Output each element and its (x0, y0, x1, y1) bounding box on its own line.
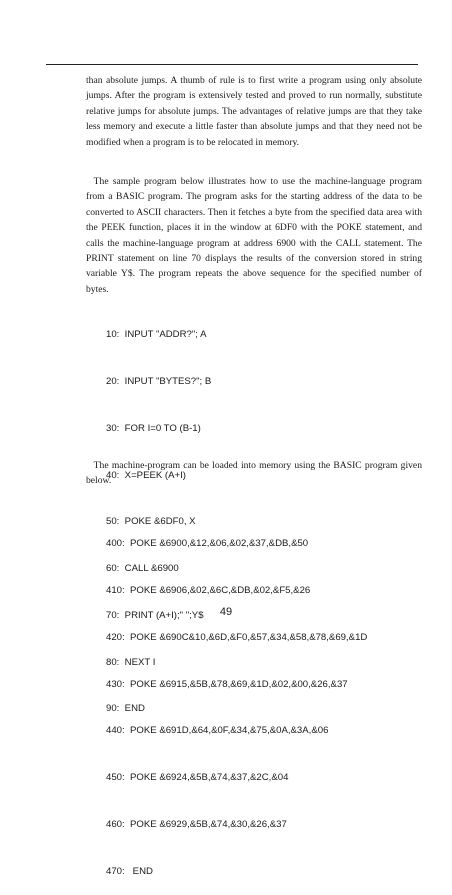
code-line: 30: FOR I=0 TO (B-1) (106, 422, 201, 434)
code-line: 400: POKE &6900,&12,&06,&02,&37,&DB,&50 (106, 538, 309, 550)
body-paragraph-1 (86, 73, 422, 150)
code-line: 470: END (106, 865, 153, 877)
code-line: 80: NEXT I (106, 656, 156, 668)
code-line: 70: PRINT (A+I);" ";Y$ (106, 609, 204, 621)
paragraph-text: The machine-program can be loaded into memory using the BASIC program given below. (86, 460, 422, 487)
header-rule (46, 64, 418, 65)
body-paragraph-2 (86, 174, 422, 297)
code-line: 20: INPUT "BYTES?"; B (106, 375, 212, 387)
code-line: 460: POKE &6929,&5B,&74,&30,&26,&37 (106, 818, 287, 830)
loader-program-listing (106, 505, 367, 895)
code-line: 10: INPUT "ADDR?"; A (106, 329, 207, 341)
code-line: 420: POKE &690C&10,&6D,&F0,&57,&34,&58,&78,&69,&1D (106, 631, 368, 643)
code-line: 90: END (106, 703, 145, 715)
code-line: 430: POKE &6915,&5B,&78,&69,&1D,&02,&00,&26,&37 (106, 678, 348, 690)
code-line: 440: POKE &691D,&64,&0F,&34,&75,&0A,&3A,&06 (106, 725, 329, 737)
code-line: 50: POKE &6DF0, X (106, 516, 196, 528)
code-line: 410: POKE &6906,&02,&6C,&DB,&02,&F5,&26 (106, 584, 311, 596)
paragraph-text: The sample program below illustrates how to use the machine-language program from a BASIC program. The program asks for the starting address of the data to be converted to ASCII characters. Then it fetches a byte from the specified data area with the PEEK function, places it in the window at 6DF0 with the POKE statement, and calls the machine-language program at address 6900 with the CALL statement. The PRINT statement on line 70 displays the results of the conversion stored in string variable Y$. The program repeats the above sequence for the specified number of bytes. (86, 176, 422, 295)
body-paragraph-3 (86, 458, 422, 489)
page-number: 49 (219, 606, 233, 618)
code-line: 450: POKE &6924,&5B,&74,&37,&2C,&04 (106, 772, 289, 784)
code-line: 60: CALL &6900 (106, 563, 179, 575)
paragraph-text: than absolute jumps. A thumb of rule is to first write a program using only absolute jumps. After the program is extensively tested and proved to run normally, substitute relative jumps for absolute jumps. The advantages of relative jumps are that they take less memory and execute a little faster than absolute jumps and that they need not be modified when a program is to be relocated in memory. (86, 75, 422, 148)
code-line: 40: X=PEEK (A+I) (106, 469, 186, 481)
